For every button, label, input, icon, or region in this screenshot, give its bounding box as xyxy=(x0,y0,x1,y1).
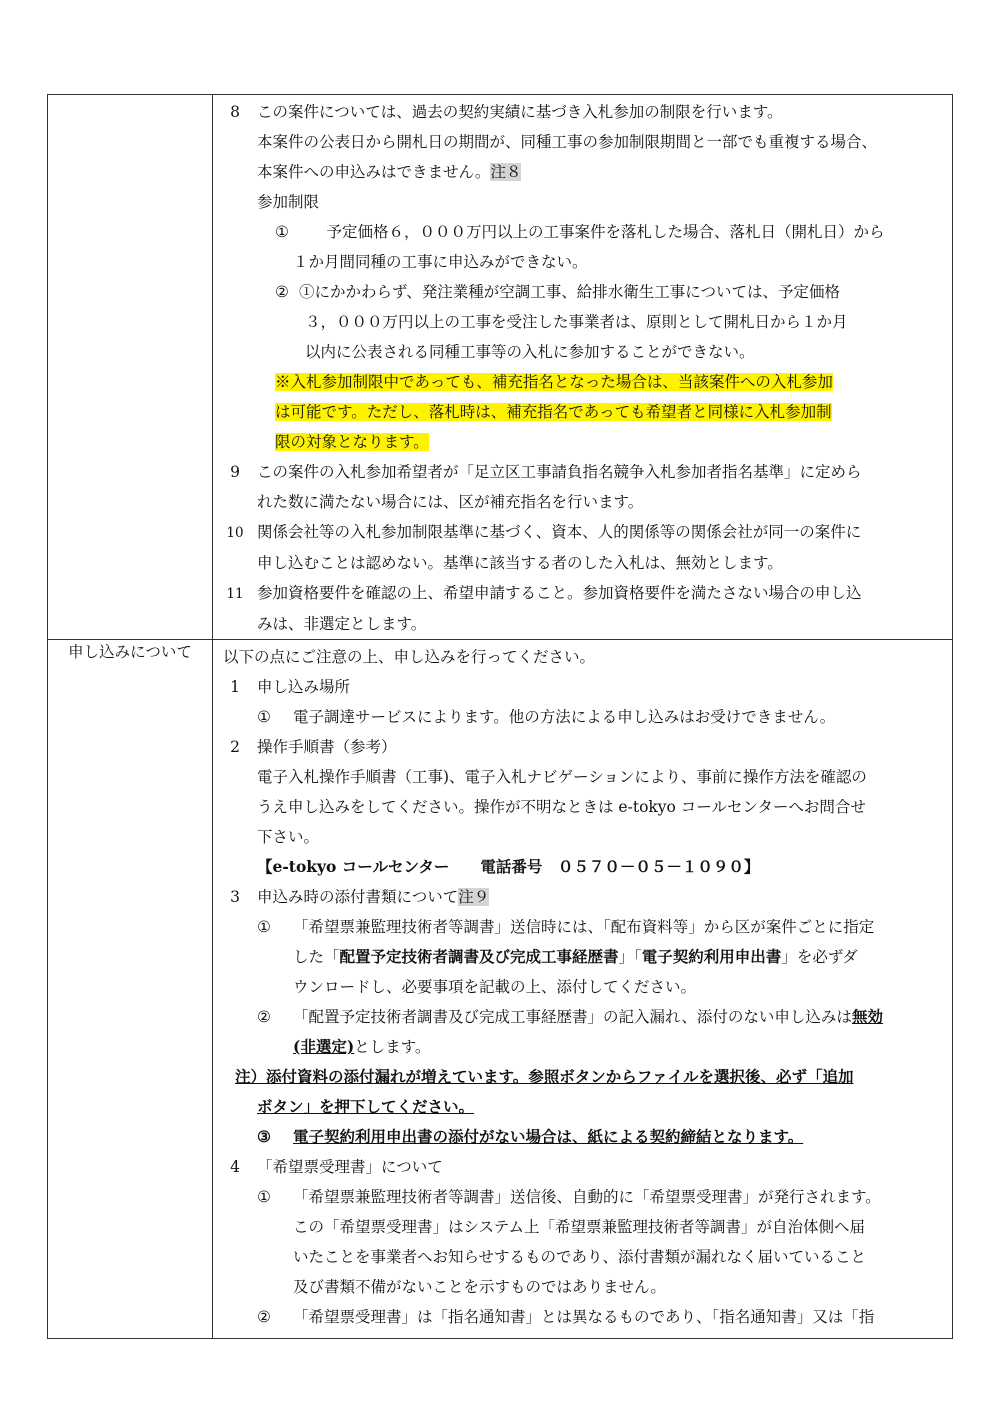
highlight-note-line3: 限の対象となります。 xyxy=(275,433,429,451)
restriction1-line2: １か月間同種の工事に申込みができない。 xyxy=(293,253,588,271)
section3-item1-line1: 「希望票兼監理技術者等調書」送信時には、「配布資料等」から区が案件ごとに指定 xyxy=(293,918,875,936)
section4-item2-line1: 「希望票受理書」は「指名通知書」とは異なるものであり、「指名通知書」又は「指 xyxy=(293,1308,875,1326)
restriction2-line1: ①にかかわらず、発注業種が空調工事、給排水衛生工事については、予定価格 xyxy=(299,283,840,301)
section-number: 1 xyxy=(230,678,240,696)
e-contract-warning: 電子契約利用申出書の添付がない場合は、紙による契約締結となります。 xyxy=(293,1127,804,1146)
text-fragment: 」「 xyxy=(618,948,642,966)
section-number: 2 xyxy=(230,738,240,756)
restriction2-line2: ３，０００万円以上の工事を受注した事業者は、原則として開札日から１か月 xyxy=(305,313,848,331)
section1-title: 申し込み場所 xyxy=(257,678,351,696)
section4-item1-line4: 及び書類不備がないことを示すものではありません。 xyxy=(293,1278,666,1296)
table-row-participation-limits xyxy=(48,95,953,640)
item8-line3: 本案件への申込みはできません。 xyxy=(257,163,491,181)
item9-line1: この案件の入札参加希望者が「足立区工事請負指名競争入札参加者指名基準」に定めら xyxy=(257,463,862,481)
circle-number: ① xyxy=(257,708,271,726)
text-fragment: 」を必ずダ xyxy=(781,948,858,966)
row-label-empty xyxy=(48,95,213,640)
circle-number: ① xyxy=(257,918,271,936)
caution-line2: ボタン」を押下してください。 xyxy=(257,1097,475,1116)
row-label-application: 申し込みについて xyxy=(48,640,213,1339)
application-content xyxy=(213,640,953,1339)
circle-number: ② xyxy=(275,283,289,301)
item-number: 8 xyxy=(230,103,240,121)
restriction2-line3: 以内に公表される同種工事等の入札に参加することができない。 xyxy=(305,343,755,361)
circle-number: ① xyxy=(257,1188,271,1206)
circle-number: ① xyxy=(275,223,289,241)
item8-line1: この案件については、過去の契約実績に基づき入札参加の制限を行います。 xyxy=(257,103,783,121)
non-selected-emphasis: (非選定) xyxy=(293,1037,355,1056)
item11-line2: みは、非選定とします。 xyxy=(257,615,427,633)
section4-item1-line2: この「希望票受理書」はシステム上「希望票兼監理技術者等調書」が自治体側へ届 xyxy=(293,1218,865,1236)
section2-title: 操作手順書（参考） xyxy=(257,738,397,756)
section4-item1-line1: 「希望票兼監理技術者等調書」送信後、自動的に「希望票受理書」が発行されます。 xyxy=(293,1188,881,1206)
caution-line1: 注）添付資料の添付漏れが増えています。参照ボタンからファイルを選択後、必ず「追加 xyxy=(235,1067,854,1086)
e-contract-doc: 電子契約利用申出書 xyxy=(641,947,782,966)
section3-title: 申込み時の添付書類について xyxy=(257,888,459,906)
highlight-note-line1: ※入札参加制限中であっても、補充指名となった場合は、当該案件への入札参加 xyxy=(275,373,833,391)
circle-number: ② xyxy=(257,1308,271,1326)
item-number: 9 xyxy=(230,463,240,481)
section-number: 3 xyxy=(230,888,240,906)
text-fragment: した「 xyxy=(293,948,340,966)
section4-item1-line3: いたことを事業者へお知らせするものであり、添付書類が漏れなく届いていること xyxy=(293,1248,867,1266)
text-fragment: とします。 xyxy=(354,1038,431,1056)
item-number: 11 xyxy=(226,586,244,602)
application-intro: 以下の点にご注意の上、申し込みを行ってください。 xyxy=(223,648,596,666)
section2-line3: 下さい。 xyxy=(257,828,320,846)
note-9-badge: 注９ xyxy=(458,888,490,906)
document-table xyxy=(47,94,953,1339)
restriction1-line1: 予定価格６，０００万円以上の工事案件を落札した場合、落札日（開札日）から xyxy=(311,223,885,241)
item8-line2: 本案件の公表日から開札日の期間が、同種工事の参加制限期間と一部でも重複する場合、 xyxy=(257,133,878,151)
section4-title: 「希望票受理書」について xyxy=(257,1158,443,1176)
section2-line2: うえ申し込みをしてください。操作が不明なときは e-tokyo コールセンターへお問合せ xyxy=(257,798,866,816)
item11-line1: 参加資格要件を確認の上、希望申請すること。参加資格要件を満たさない場合の申し込 xyxy=(257,584,862,602)
section-number: 4 xyxy=(230,1158,240,1176)
highlight-note-line2: は可能です。ただし、落札時は、補充指名であっても希望者と同様に入札参加制 xyxy=(275,403,832,421)
restriction-heading: 参加制限 xyxy=(257,193,320,211)
call-center-info: 【e-tokyo コールセンター 電話番号 ０５７０－０５－１０９０】 xyxy=(257,857,760,876)
invalid-emphasis: 無効 xyxy=(851,1007,883,1026)
participation-content xyxy=(213,95,953,640)
item10-line2: 申し込むことは認めない。基準に該当する者のした入札は、無効とします。 xyxy=(257,554,783,572)
note-8-badge: 注８ xyxy=(490,163,522,181)
section2-line1: 電子入札操作手順書（工事)、電子入札ナビゲーションにより、事前に操作方法を確認の xyxy=(257,768,867,786)
item9-line2: れた数に満たない場合には、区が補充指名を行います。 xyxy=(257,493,644,511)
circle-number: ③ xyxy=(257,1127,271,1146)
section3-item2-line1: 「配置予定技術者調書及び完成工事経歴書」の記入漏れ、添付のない申し込みは xyxy=(293,1008,852,1026)
table-row-application xyxy=(48,640,953,1339)
technician-record-doc: 配置予定技術者調書及び完成工事経歴書 xyxy=(339,947,619,966)
item10-line1: 関係会社等の入札参加制限基準に基づく、資本、人的関係等の関係会社が同一の案件に xyxy=(257,523,862,541)
circle-number: ② xyxy=(257,1008,271,1026)
section1-item1: 電子調達サービスによります。他の方法による申し込みはお受けできません。 xyxy=(293,708,836,726)
item-number: 10 xyxy=(226,525,244,541)
section3-item1-line3: ウンロードし、必要事項を記載の上、添付してください。 xyxy=(293,978,697,996)
